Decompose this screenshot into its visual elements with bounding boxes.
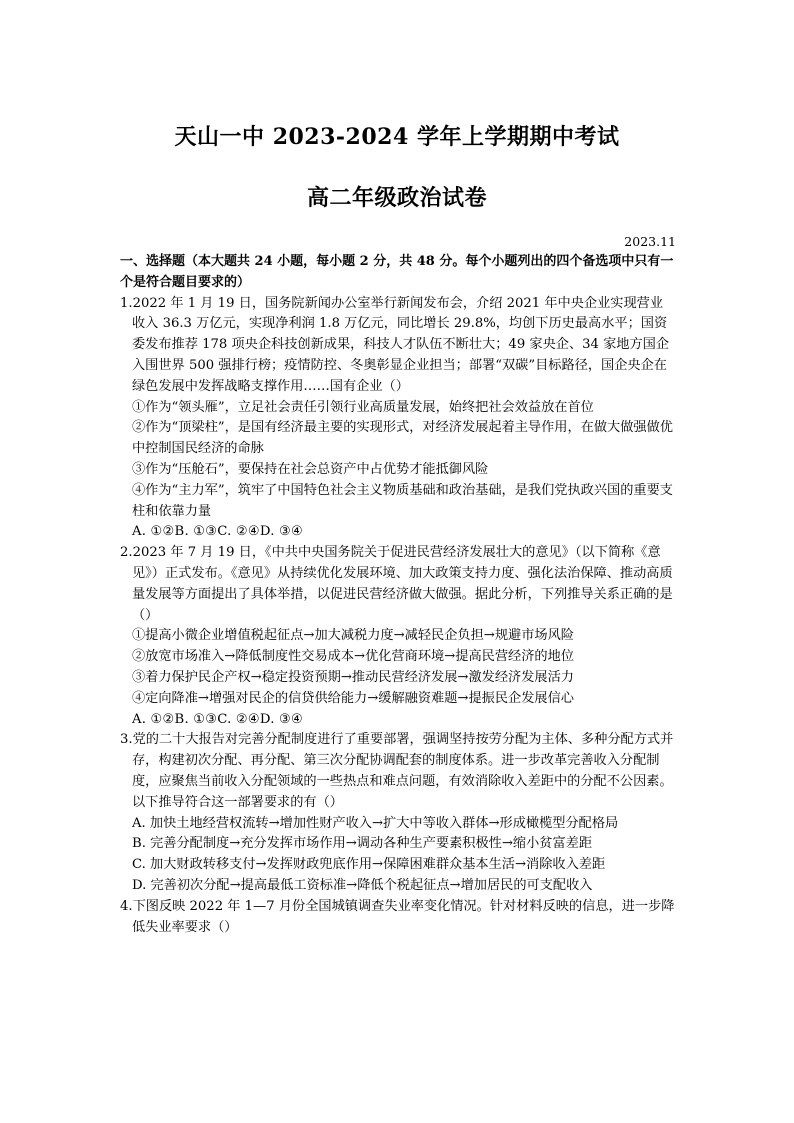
question-item: ④定向降准→增强对民企的信贷供给能力→缓解融资难题→提振民企发展信心 (132, 690, 574, 706)
question-4 (120, 897, 676, 939)
question-item: ④作为“主力军”，筑牢了中国特色社会主义物质基础和政治基础，是我们党执政兴国的重要支柱和依靠力量 (132, 482, 673, 519)
answer-choices: A. ①②B. ①③C. ②④D. ③④ (132, 711, 304, 727)
answer-option-c: C. 加大财政转移支付→发挥财政兜底作用→保障困难群众基本生活→消除收入差距 (132, 857, 606, 873)
question-item: ②放宽市场准入→降低制度性交易成本→优化营商环境→提高民营经济的地位 (132, 649, 574, 665)
question-3 (120, 730, 676, 896)
answer-option-b: B. 完善分配制度→充分发挥市场作用→调动各种生产要素积极性→缩小贫富差距 (132, 836, 593, 852)
question-2 (120, 543, 676, 730)
section-heading: 一、选择题（本大题共 24 小题，每小题 2 分，共 48 分。每个小题列出的四个备选项中只有一个是符合题目要求的） (120, 254, 674, 290)
question-item: ①作为“领头雁”，立足社会责任引领行业高质量发展，始终把社会效益放在首位 (132, 399, 594, 415)
exam-title: 天山一中 2023-2024 学年上学期期中考试 (174, 124, 620, 150)
question-stem: 3.党的二十大报告对完善分配制度进行了重要部署，强调坚持按劳分配为主体、多种分配方式并存，构建初次分配、再分配、第三次分配协调配套的制度体系。进一步改革完善收入分配制度，应聚焦当前收入分配领域的一些热点和难点问题，有效消除收入差距中的分配不公因素。以下推导符合这一部署要求的有（） (120, 732, 674, 810)
question-stem: 1.2022 年 1 月 19 日，国务院新闻办公室举行新闻发布会，介绍 2021 年中央企业实现营业收入 36.3 万亿元，实现净利润 1.8 万亿元，同比增长 29.8%，均创下历史最高水平；国资委发布推荐 178 项央企科技创新成果，科技人才队伍不断壮大；49 家央企、34 家地方国企入围世界 500 强排行榜；疫情防控、冬奥彰显企业担当；部署“双碳”目标路径，国企央企在绿色发展中发挥战略支撑作用……国有企业（） (120, 295, 670, 394)
answer-choices: A. ①②B. ①③C. ②④D. ③④ (132, 524, 304, 540)
exam-date: 2023.11 (624, 234, 676, 249)
question-1 (120, 294, 676, 544)
question-item: ③作为“压舱石”，要保持在社会总资产中占优势才能抵御风险 (132, 461, 489, 477)
exam-subtitle: 高二年级政治试卷 (306, 185, 487, 211)
answer-option-d: D. 完善初次分配→提高最低工资标准→降低个税起征点→增加居民的可支配收入 (132, 877, 593, 893)
question-item: ③着力保护民企产权→稳定投资预期→推动民营经济发展→激发经济发展活力 (132, 669, 574, 685)
answer-option-a: A. 加快土地经营权流转→增加性财产收入→扩大中等收入群体→形成橄榄型分配格局 (132, 815, 619, 831)
question-stem: 4.下图反映 2022 年 1—7 月份全国城镇调查失业率变化情况。针对材料反映的信息，进一步降低失业率要求（） (120, 898, 675, 935)
question-item: ①提高小微企业增值税起征点→加大减税力度→减轻民企负担→规避市场风险 (132, 628, 574, 644)
question-item: ②作为“顶梁柱”，是国有经济最主要的实现形式，对经济发展起着主导作用，在做大做强做优中控制国民经济的命脉 (132, 420, 673, 457)
exam-content (120, 252, 676, 938)
question-stem: 2.2023 年 7 月 19 日，《中共中央国务院关于促进民营经济发展壮大的意见》（以下简称《意见》）正式发布。《意见》从持续优化发展环境、加大政策支持力度、强化法治保障、推动高质量发展等方面提出了具体举措，以促进民营经济做大做强。据此分析，下列推导关系正确的是（） (120, 545, 673, 623)
